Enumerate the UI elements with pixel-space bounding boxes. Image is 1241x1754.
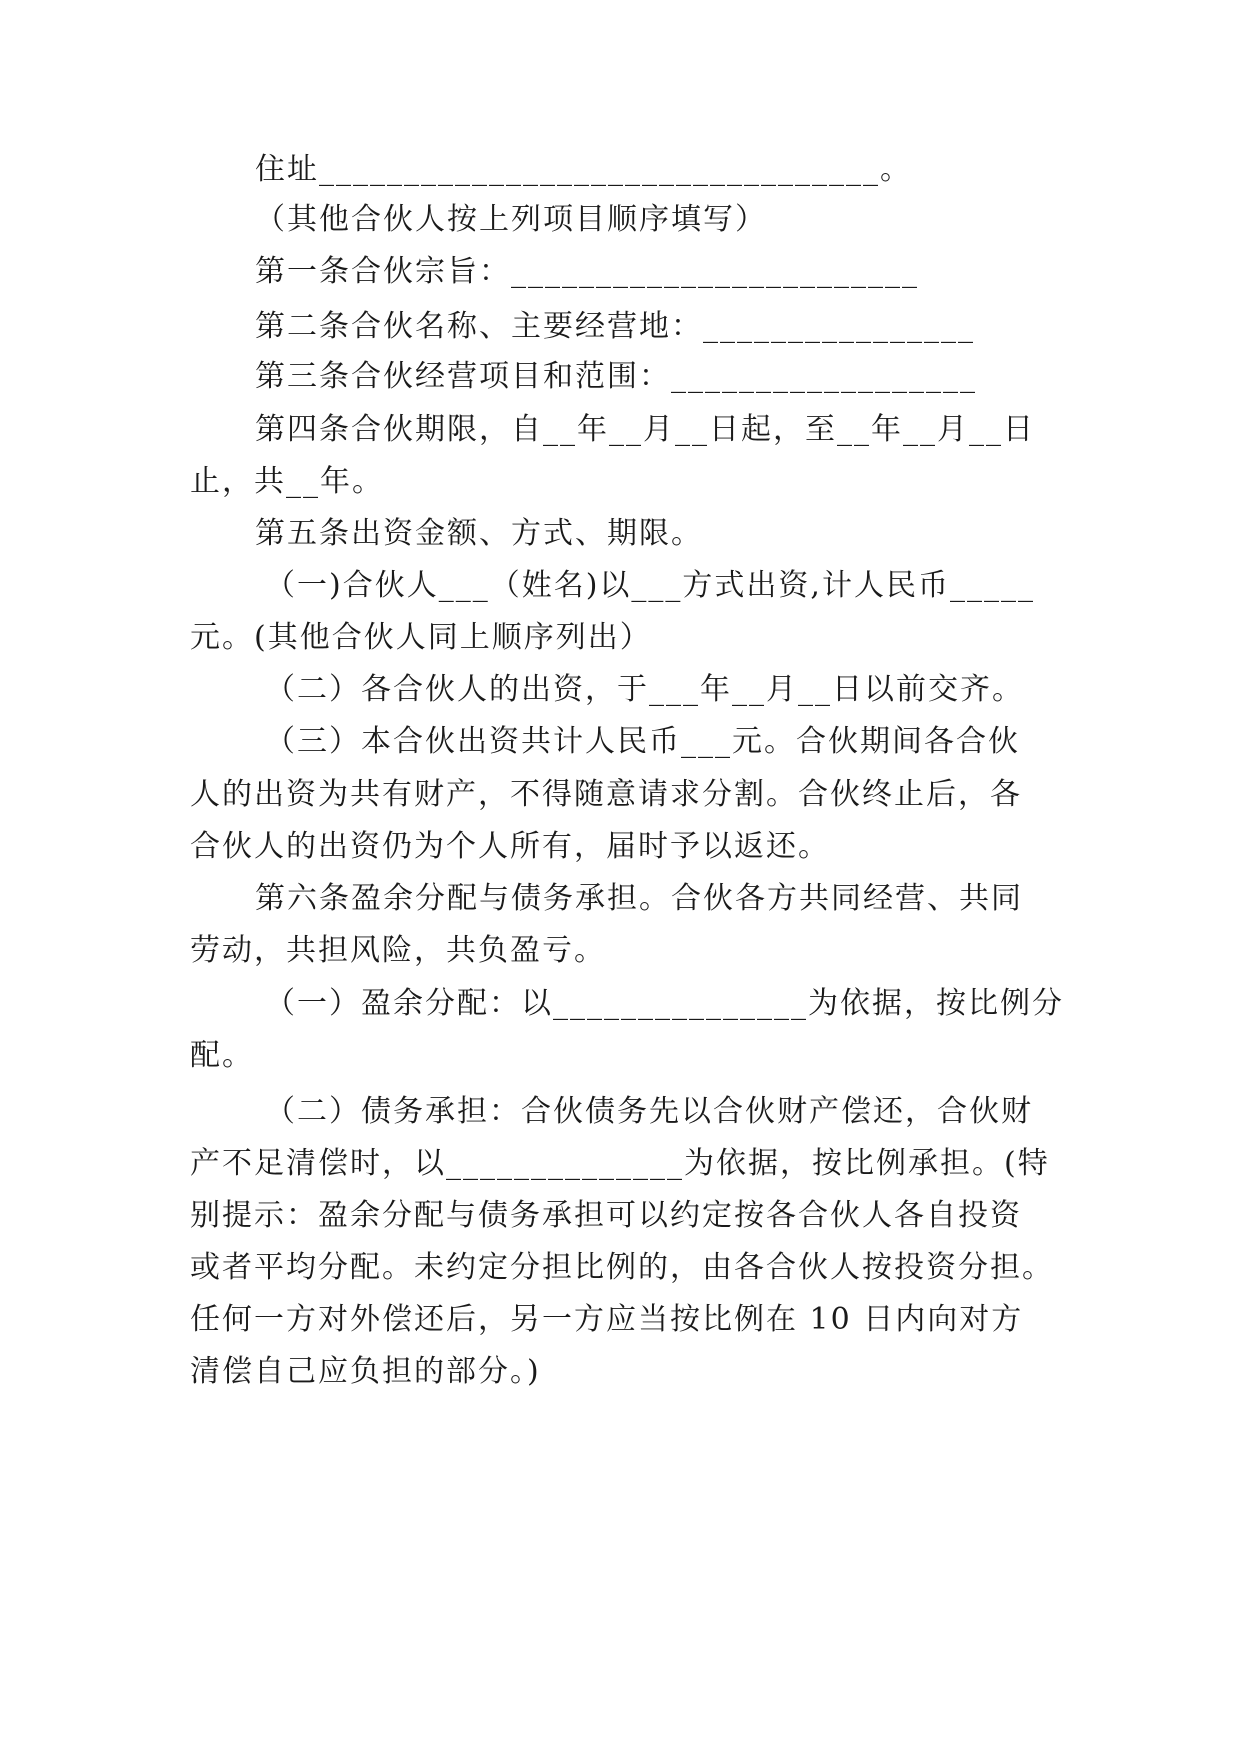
article-6-item-2-line-4: 或者平均分配。未约定分担比例的，由各合伙人按投资分担。 bbox=[190, 1250, 1054, 1285]
article-6-item-2-line-3: 别提示：盈余分配与债务承担可以约定按各合伙人各自投资 bbox=[190, 1198, 1022, 1233]
article-6-line-1: 第六条盈余分配与债务承担。合伙各方共同经营、共同 bbox=[255, 881, 1023, 916]
article-5-item-1-line-2: 元。(其他合伙人同上顺序列出） bbox=[190, 620, 652, 655]
article-6-item-1-line-2: 配。 bbox=[190, 1038, 254, 1073]
article-2: 第二条合伙名称、主要经营地：________________ bbox=[255, 309, 975, 344]
article-6-item-2-line-5: 任何一方对外偿还后，另一方应当按比例在 10 日内向对方 bbox=[190, 1302, 1024, 1337]
article-1: 第一条合伙宗旨：________________________ bbox=[255, 254, 919, 289]
article-3: 第三条合伙经营项目和范围：__________________ bbox=[255, 359, 977, 394]
article-6-item-1-line-1: （一）盈余分配：以_______________为依据，按比例分 bbox=[265, 986, 1064, 1021]
article-4-line-2: 止，共__年。 bbox=[190, 464, 384, 499]
article-5-item-3-line-2: 人的出资为共有财产，不得随意请求分割。合伙终止后，各 bbox=[190, 777, 1022, 812]
article-5-title: 第五条出资金额、方式、期限。 bbox=[255, 516, 703, 551]
article-6-item-2-line-2: 产不足清偿时，以______________为依据，按比例承担。(特 bbox=[190, 1146, 1050, 1181]
article-4-line-1: 第四条合伙期限，自__年__月__日起，至__年__月__日 bbox=[255, 412, 1035, 447]
article-5-item-3-line-1: （三）本合伙出资共计人民币___元。合伙期间各合伙 bbox=[265, 724, 1020, 759]
article-5-item-3-line-3: 合伙人的出资仍为个人所有，届时予以返还。 bbox=[190, 829, 830, 864]
article-5-item-2: （二）各合伙人的出资，于___年__月__日以前交齐。 bbox=[265, 672, 1024, 707]
address-line: 住址_________________________________。 bbox=[255, 152, 912, 187]
note-other-partners: （其他合伙人按上列项目顺序填写） bbox=[255, 202, 767, 237]
article-6-item-2-line-1: （二）债务承担：合伙债务先以合伙财产偿还，合伙财 bbox=[265, 1094, 1033, 1129]
article-6-line-2: 劳动，共担风险，共负盈亏。 bbox=[190, 933, 606, 968]
article-6-item-2-line-6: 清偿自己应负担的部分。) bbox=[190, 1354, 541, 1389]
article-5-item-1-line-1: （一)合伙人___（姓名)以___方式出资,计人民币_____ bbox=[265, 568, 1035, 603]
